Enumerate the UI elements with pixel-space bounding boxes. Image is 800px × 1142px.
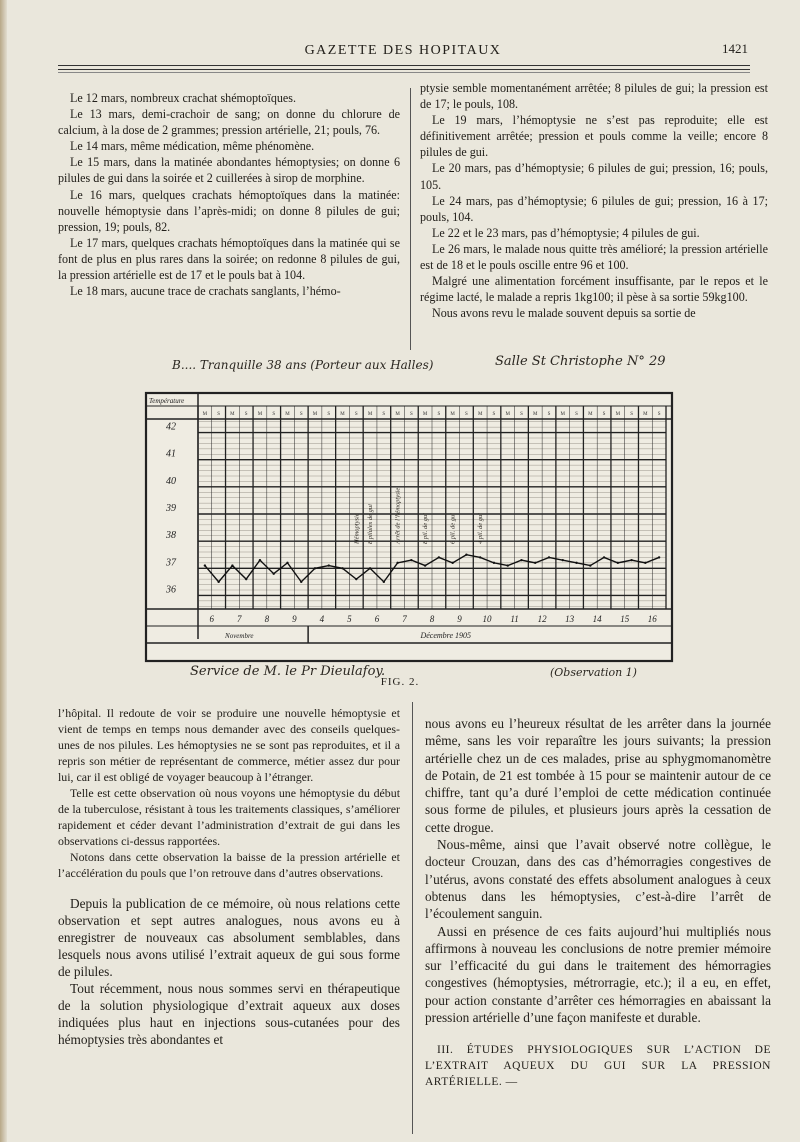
temperature-point [204,564,206,566]
top-right-column [420,80,768,321]
reading-label: S [244,412,248,417]
temperature-point [396,562,398,564]
reading-label: S [492,412,496,417]
reading-label: M [615,412,621,417]
reading-label: M [285,412,290,417]
bottom-left-column [58,705,400,1048]
day-label: 16 [647,614,657,624]
patient-annotation: B.... Tranquille 38 ans (Porteur aux Halles) [172,358,434,372]
paragraph: Le 12 mars, nombreux crachat shémoptoïques. [70,91,297,105]
y-tick-label: 40 [166,475,176,487]
reading-label: S [630,412,633,417]
section-heading: III. ÉTUDES PHYSIOLOGIQUES SUR L’ACTION DE L’EXTRAIT AQUEUX DU GUI SUR LA PRESSION ARTÉRIELLE. — [425,1044,771,1089]
paragraph: Le 14 mars, même médication, même phénomène. [70,139,315,154]
temperature-point [355,578,357,580]
header-rule-bottom [58,69,750,70]
reading-label: S [520,412,523,417]
temperature-point [644,562,646,564]
temperature-point [217,581,219,583]
reading-label: M [340,412,345,417]
day-label: 4 [319,614,325,624]
y-tick-label: 38 [166,530,176,542]
reading-label: M [230,412,235,417]
temperature-point [424,564,426,566]
service-annotation: Service de M. le Pr Dieulafoy. [190,664,386,679]
day-label: 14 [592,614,602,624]
annotation-label: 6 pil. de gui [449,512,457,544]
paragraph: ptysie semble momentanément arrêtée; 8 pilules de gui; la pression est de 17; le pouls, 108. [420,81,768,112]
y-tick-label: 39 [166,503,176,514]
temperature-point [575,562,577,564]
reading-label: M [395,412,400,417]
column-divider [412,702,413,1134]
header-rule-thin [58,72,750,73]
paragraph: Le 19 mars, l’hémoptysie ne s’est pas reproduite; elle est définitivement arrêtée; pression et pouls comme la veille; encore 8 pilules de gui. [420,113,768,160]
temperature-point [231,564,233,566]
paragraph: Nous avons revu le malade souvent depuis sa sortie de [432,306,696,321]
day-label: 8 [264,614,270,624]
binding-edge [0,0,7,1142]
paragraph: Le 20 mars, pas d’hémoptysie; 6 pilules de gui; pression, 16; pouls, 105. [420,161,768,192]
temperature-point [438,556,440,558]
temperature-point [328,564,330,566]
bottom-right-column [425,715,771,1090]
reading-label: S [272,412,276,417]
paragraph: Le 16 mars, quelques crachats hémoptoïques dans la matinée: nouvelle hémoptysie dans l’après-midi; on donne 8 pilules de gui; pression, 19; pouls, 82. [58,187,400,234]
temperature-point [548,556,550,558]
temperature-point [603,556,605,558]
paragraph: Nous-même, ainsi que l’avait observé notre collègue, le docteur Crouzan, dans des cas d’hémorragies congestives de l’utérus, avons constaté des effets absolument analogues à ceux obtenus dans les hémoptysies, c’est-à-dire l’arrêt de l’écoulement sanguin. [425,837,771,922]
temperature-point [245,578,247,580]
running-header [58,41,748,61]
header-rule-top [58,65,750,66]
temperature-point [617,562,619,564]
temperature-point [314,567,316,569]
reading-label: M [202,412,208,417]
top-left-column [58,90,400,299]
temperature-point [465,554,467,556]
reading-label: M [505,412,510,417]
annotation-label: 8 pil. de gui [422,512,430,544]
temperature-chart [144,387,674,663]
day-label: 9 [292,614,297,624]
paragraph: Malgré une alimentation forcément insuffisante, par le repos et le régime lacté, le malade a repris 1kg100; il pèse à sa sortie 59kg100. [420,274,768,305]
temperature-point [273,573,275,575]
day-label: 7 [402,614,407,624]
y-axis-label: Température [149,397,185,405]
day-label: 10 [482,614,492,624]
paragraph: nous avons eu l’heureux résultat de les arrêter dans la journée même, sans les voir reparaître les jours suivants; la pression artérielle chez un de ces malades, prise au sphygmomanomètre de Potain, de 21 est tombée à 15 pour se maintenir autour de ce chiffre, tant qu’a duré l’emploi de cette médication continuée sous forme de pilules, et plusieurs jours après la cessation de cette drogue. [425,716,771,835]
day-label: 8 [429,614,435,624]
reading-label: S [575,412,578,417]
temperature-point [369,567,371,569]
paragraph: Le 18 mars, aucune trace de crachats sanglants, l’hémo- [70,284,341,299]
reading-label: S [465,412,468,417]
paragraph: Telle est cette observation où nous voyons une hémoptysie du début de la tuberculose, résistant à tous les traitements classiques, s’améliorer rapidement et céder devant l’administration d’extrait de gui dans les observations ci-dessus rapportées. [58,786,400,848]
temperature-point [493,562,495,564]
observation-annotation: (Observation 1) [550,666,637,679]
temperature-point [451,562,453,564]
y-tick-label: 36 [166,584,176,596]
annotation-label: 4 pil. de gui [477,512,485,544]
annotation-label: Arrêt de l’hémoptysie [394,487,402,544]
month-label: Novembre [225,632,254,640]
y-tick-label: 42 [166,421,176,433]
reading-label: M [643,412,648,417]
paragraph: Le 15 mars, dans la matinée abondantes hémoptysies; on donne 6 pilules de gui dans la soirée et 2 cuillerées à sirop de morphine. [58,155,400,186]
reading-label: S [382,412,386,417]
day-label: 5 [347,614,352,624]
day-label: 9 [457,614,462,624]
paragraph: Tout récemment, nous nous sommes servi en thérapeutique de la solution physiologique d’extrait aqueux aux doses indiquées plus haut en injections sous-cutanées pour des hémoptysies très abondantes et [58,981,400,1047]
reading-label: M [312,412,318,417]
month-label: Décembre 1905 [420,631,472,640]
temperature-point [534,562,536,564]
page-number: 1421 [722,41,748,56]
day-label: 15 [620,614,630,624]
paragraph: Le 24 mars, pas d’hémoptysie; 6 pilules de gui; pression, 16 à 17; pouls, 104. [420,193,768,224]
reading-label: M [533,412,538,417]
reading-label: S [409,412,413,417]
column-divider [410,88,411,350]
reading-label: M [560,412,565,417]
reading-label: S [437,412,441,417]
paragraph: Le 22 et le 23 mars, pas d’hémoptysie; 4 pilules de gui. [432,225,700,240]
paragraph: Le 26 mars, le malade nous quitte très amélioré; la pression artérielle est de 18 et le pouls oscille entre 96 et 100. [420,241,768,273]
paragraph: Notons dans cette observation la baisse de la pression artérielle et l’accélération du pouls que l’on retrouve dans d’autres observations. [58,850,400,880]
day-label: 12 [537,614,547,624]
temperature-point [520,559,522,561]
reading-label: M [588,412,593,417]
temperature-point [658,556,660,558]
y-tick-label: 41 [166,448,176,460]
temperature-point [383,581,385,583]
temperature-point [630,559,632,561]
temperature-point [286,562,288,564]
annotation-label: Hémoptysie [353,513,361,544]
temperature-point [341,567,343,569]
day-label: 6 [374,614,380,624]
day-label: 13 [565,614,575,624]
reading-label: M [367,412,373,417]
paragraph: l’hôpital. Il redoute de voir se produire une nouvelle hémoptysie et vient de temps en temps nous demander avec des conseils quelques-unes de nos pilules. Les hémoptysies ne se sont pas reproduites, et il a repris son métier de représentant de commerce, métier assez dur pour lui, car il est obligé de voyager beaucoup à l’étranger. [58,706,400,784]
reading-label: S [217,412,221,417]
reading-label: S [547,412,551,417]
paragraph: Le 13 mars, demi-crachoir de sang; on donne du chlorure de calcium, à la dose de 2 grammes; pression artérielle, 21; pouls, 76. [58,107,400,138]
reading-label: M [477,412,483,417]
temperature-point [562,559,564,561]
figure-caption: FIG. 2. [380,676,420,688]
reading-label: M [450,412,455,417]
y-tick-label: 37 [166,557,176,569]
reading-label: M [257,412,263,417]
reading-label: S [657,412,661,417]
reading-label: S [602,412,606,417]
temperature-point [410,559,412,561]
temperature-point [589,564,591,566]
paragraph: Le 17 mars, quelques crachats hémoptoïques dans la matinée qui se font de plus en plus rares dans la soirée; on redonne 8 pilules de gui, la pression artérielle est de 17 et le pouls bat à 104. [58,235,400,283]
day-label: 11 [510,614,519,624]
reading-label: S [299,412,303,417]
temperature-point [507,564,509,566]
reading-label: M [422,412,428,417]
paragraph: Depuis la publication de ce mémoire, où nous relations cette observation et sept autres analogues, nous avons eu à enregistrer de nouveaux cas absolument semblables, dans lesquels nous avons utilisé l’extrait aqueux de gui sous forme de pilules. [58,896,400,979]
paragraph: Aussi en présence de ces faits aujourd’hui multipliés nous affirmons à nouveau les conclusions de notre premier mémoire sur l’efficacité du gui dans le traitement des hémorragies congestives (hémoptysies, métrorragie, etc.); il a eu, en effet, pour action constante d’arrêter ces hémorragies en abaissant la pression artérielle d’une façon manifeste et durable. [425,923,771,1026]
day-label: 7 [237,614,242,624]
temperature-point [259,559,261,561]
journal-title: GAZETTE DES HOPITAUX [304,43,502,58]
ward-annotation: Salle St Christophe N° 29 [495,354,666,369]
reading-label: S [354,412,358,417]
temperature-point [479,556,481,558]
temperature-point [300,581,302,583]
reading-label: S [327,412,331,417]
day-label: 6 [209,614,215,624]
annotation-label: 8 pilules de gui [367,504,375,544]
